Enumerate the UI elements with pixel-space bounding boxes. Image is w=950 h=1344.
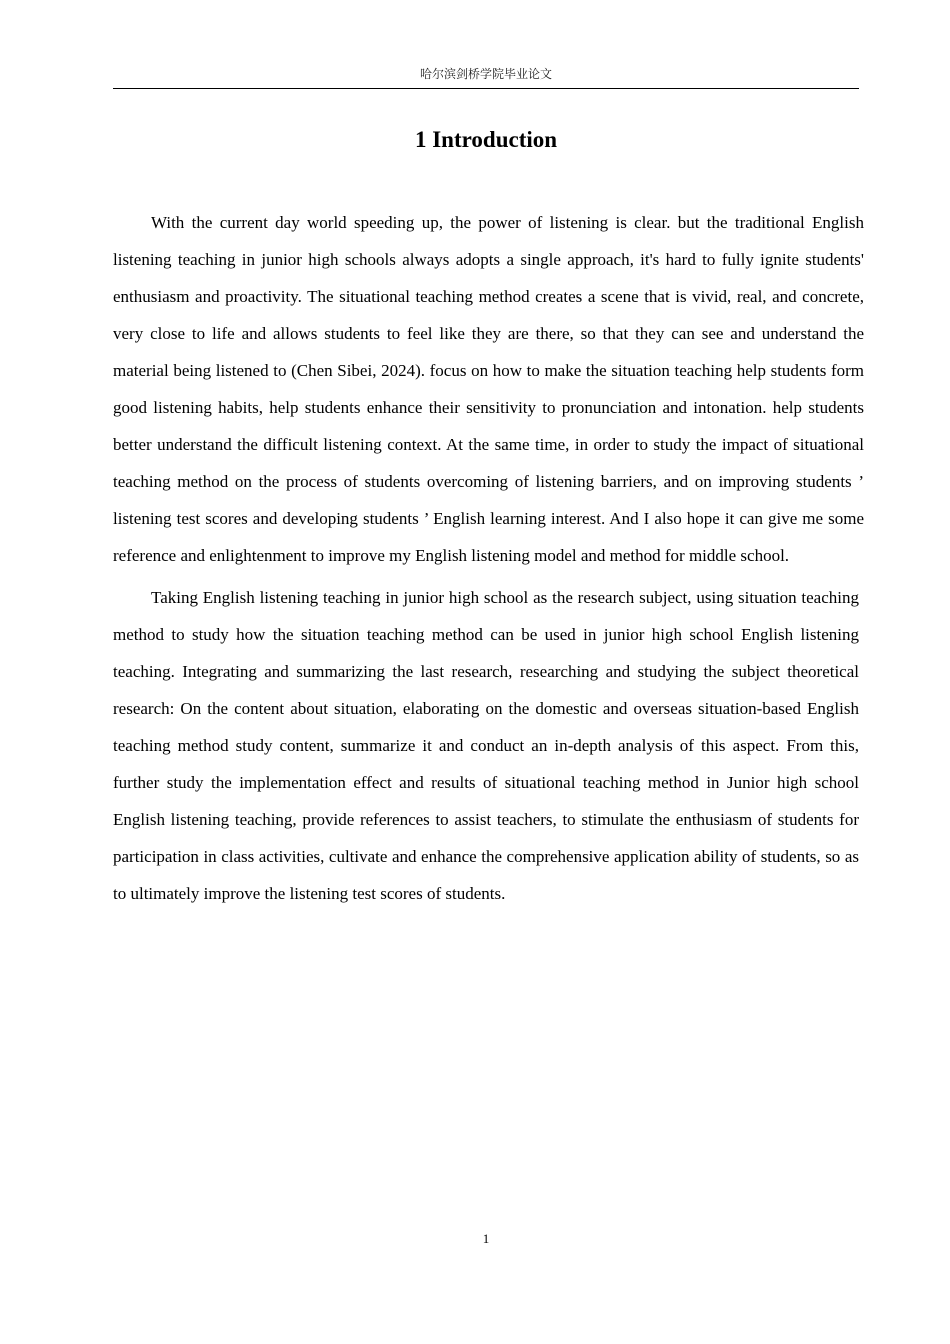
body-text — [113, 204, 864, 912]
page-number: 1 — [482, 1231, 490, 1246]
chapter-heading: 1 Introduction — [414, 127, 558, 152]
body-paragraph: With the current day world speeding up, the power of listening is clear. but the traditional English listening teaching in junior high schools always adopts a single approach, it's hard to fully ignite students' enthusiasm and proactivity. The situational teaching method creates a scene that is vivid, real, and concrete, very close to life and allows students to feel like they are there, so that they can see and understand the material being listened to (Chen Sibei, 2024). focus on how to make the situation teaching help students form good listening habits, help students enhance their sensitivity to pronunciation and intonation. help students better understand the difficult listening context. At the same time, in order to study the impact of situational teaching method on the process of students overcoming of listening barriers, and on improving students ’ listening test scores and developing students ’ English learning interest. And I also hope it can give me some reference and enlightenment to improve my English listening model and method for middle school. — [113, 213, 864, 565]
body-paragraph: Taking English listening teaching in junior high school as the research subject, using situation teaching method to study how the situation teaching method can be used in junior high school English listening teaching. Integrating and summarizing the last research, researching and studying the subject theoretical research: On the content about situation, elaborating on the domestic and overseas situation-based English teaching method study content, summarize it and conduct an in-depth analysis of this aspect. From this, further study the implementation effect and results of situational teaching method in Junior high school English listening teaching, provide references to assist teachers, to stimulate the enthusiasm of students for participation in class activities, cultivate and enhance the comprehensive application ability of students, so as to ultimately improve the listening test scores of students. — [113, 588, 859, 903]
running-header: 哈尔滨剑桥学院毕业论文 — [113, 64, 859, 89]
